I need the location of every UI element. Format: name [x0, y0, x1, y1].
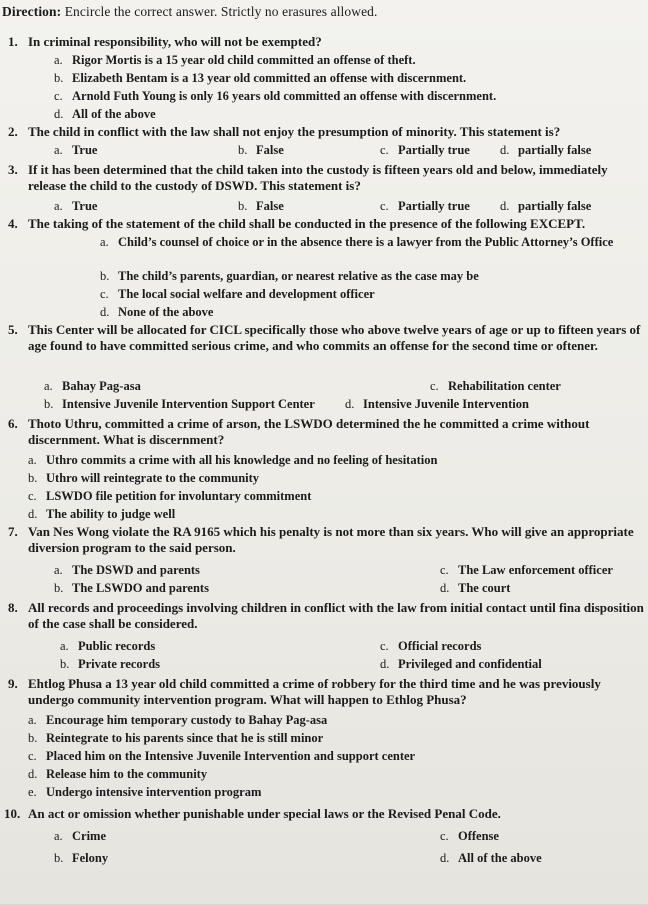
- direction-text: Encircle the correct answer. Strictly no erasures allowed.: [61, 4, 378, 19]
- option-letter: d.: [440, 581, 450, 595]
- question-8: [8, 600, 644, 632]
- question-text: The taking of the statement of the child shall be conducted in the presence of the following EXCEPT.: [28, 216, 586, 231]
- question-9: [8, 676, 644, 708]
- option-1a[interactable]: [54, 52, 416, 68]
- question-number: 8.: [8, 600, 18, 615]
- option-6a[interactable]: [28, 452, 437, 468]
- question-number: 5.: [8, 322, 18, 337]
- option-letter: c.: [440, 563, 449, 577]
- option-text: partially false: [518, 199, 592, 213]
- option-text: Intensive Juvenile Intervention Support Center: [62, 397, 315, 411]
- option-letter: a.: [28, 713, 37, 727]
- option-text: Child’s counsel of choice or in the absence there is a lawyer from the Public Attorney’s Office: [118, 235, 614, 249]
- question-text: The child in conflict with the law shall not enjoy the presumption of minority. This statement is?: [28, 124, 561, 139]
- question-number: 9.: [8, 676, 18, 691]
- option-text: Intensive Juvenile Intervention: [363, 397, 529, 411]
- option-9a[interactable]: [28, 712, 327, 728]
- option-text: Rigor Mortis is a 15 year old child committed an offense of theft.: [72, 53, 416, 67]
- option-3a[interactable]: [54, 198, 97, 214]
- option-1b[interactable]: [54, 70, 466, 86]
- question-number: 1.: [8, 34, 18, 49]
- option-4d[interactable]: [100, 304, 213, 320]
- option-7d[interactable]: [440, 580, 510, 596]
- option-8d[interactable]: [380, 656, 542, 672]
- option-10c[interactable]: [440, 828, 499, 844]
- option-10d[interactable]: [440, 850, 542, 866]
- option-text: The Law enforcement officer: [458, 563, 613, 577]
- question-number: 6.: [8, 416, 18, 431]
- option-text: The court: [458, 581, 511, 595]
- option-letter: b.: [54, 851, 64, 865]
- question-number: 2.: [8, 124, 18, 139]
- option-text: Undergo intensive intervention program: [46, 785, 262, 799]
- question-5: [8, 322, 644, 354]
- option-letter: a.: [54, 563, 63, 577]
- option-text: Crime: [72, 829, 107, 843]
- option-text: Encourage him temporary custody to Bahay Pag-asa: [46, 713, 328, 727]
- option-text: The DSWD and parents: [72, 563, 200, 577]
- option-letter: b.: [100, 269, 110, 283]
- question-3: [8, 162, 644, 194]
- option-letter: a.: [54, 199, 63, 213]
- option-8b[interactable]: [60, 656, 160, 672]
- question-text: If it has been determined that the child taken into the custody is fifteen years old and below, immediately release the child to the custody of DSWD. This statement is?: [28, 162, 608, 193]
- option-8a[interactable]: [60, 638, 155, 654]
- option-letter: d.: [440, 851, 450, 865]
- question-text: Thoto Uthru, committed a crime of arson, the LSWDO determined the he committed a crime without discernment. What is discernment?: [28, 416, 590, 447]
- option-6d[interactable]: [28, 506, 175, 522]
- option-text: The local social welfare and development officer: [118, 287, 375, 301]
- option-text: Public records: [78, 639, 156, 653]
- option-text: Release him to the community: [46, 767, 208, 781]
- question-6: [8, 416, 644, 448]
- option-5b[interactable]: [44, 396, 315, 412]
- option-text: All of the above: [72, 107, 156, 121]
- option-9e[interactable]: [28, 784, 261, 800]
- option-7a[interactable]: [54, 562, 200, 578]
- question-number: 4.: [8, 216, 18, 231]
- option-2c[interactable]: [380, 142, 470, 158]
- option-3d[interactable]: [500, 198, 591, 214]
- option-text: True: [72, 199, 98, 213]
- question-text: An act or omission whether punishable under special laws or the Revised Penal Code.: [28, 806, 501, 821]
- question-1: [8, 34, 644, 50]
- option-letter: a.: [54, 53, 63, 67]
- option-letter: b.: [28, 471, 38, 485]
- option-5d[interactable]: [345, 396, 529, 412]
- question-text: Van Nes Wong violate the RA 9165 which his penalty is not more than six years. Who will give an appropriate diversion program to the said person.: [28, 524, 634, 555]
- option-letter: a.: [44, 379, 53, 393]
- option-text: True: [72, 143, 98, 157]
- option-letter: e.: [28, 785, 37, 799]
- option-2a[interactable]: [54, 142, 97, 158]
- option-9c[interactable]: [28, 748, 415, 764]
- option-letter: b.: [28, 731, 38, 745]
- question-text: All records and proceedings involving children in conflict with the law from initial contact until fina disposition of the case shall be considered.: [28, 600, 644, 631]
- option-letter: b.: [238, 143, 248, 157]
- question-10: [4, 806, 644, 822]
- question-4: [8, 216, 644, 232]
- option-text: None of the above: [118, 305, 214, 319]
- option-letter: d.: [100, 305, 110, 319]
- option-letter: d.: [345, 397, 355, 411]
- option-text: Elizabeth Bentam is a 13 year old committed an offense with discernment.: [72, 71, 467, 85]
- option-letter: c.: [440, 829, 449, 843]
- option-text: False: [256, 199, 284, 213]
- option-letter: d.: [380, 657, 390, 671]
- question-text: In criminal responsibility, who will not be exempted?: [28, 34, 322, 49]
- option-letter: b.: [238, 199, 248, 213]
- option-10a[interactable]: [54, 828, 106, 844]
- option-letter: c.: [28, 489, 37, 503]
- option-text: Arnold Futh Young is only 16 years old committed an offense with discernment.: [72, 89, 497, 103]
- question-number: 10.: [4, 806, 21, 821]
- option-letter: a.: [54, 829, 63, 843]
- option-letter: d.: [500, 143, 510, 157]
- option-10b[interactable]: [54, 850, 108, 866]
- option-letter: c.: [380, 199, 389, 213]
- option-text: Private records: [78, 657, 161, 671]
- question-text: Ehtlog Phusa a 13 year old child committed a crime of robbery for the third time and he was previously undergo community intervention program. What will happen to Ethlog Phusa?: [28, 676, 601, 707]
- question-number: 3.: [8, 162, 18, 177]
- option-text: Bahay Pag-asa: [62, 379, 141, 393]
- question-2: [8, 124, 644, 140]
- option-4c[interactable]: [100, 286, 375, 302]
- option-text: Placed him on the Intensive Juvenile Intervention and support center: [46, 749, 416, 763]
- option-letter: a.: [28, 453, 37, 467]
- option-letter: a.: [60, 639, 69, 653]
- option-4a[interactable]: [100, 234, 640, 250]
- option-2d[interactable]: [500, 142, 591, 158]
- option-letter: b.: [54, 581, 64, 595]
- option-5c[interactable]: [430, 378, 561, 394]
- option-text: Official records: [398, 639, 482, 653]
- option-letter: b.: [44, 397, 54, 411]
- option-letter: c.: [430, 379, 439, 393]
- option-6c[interactable]: [28, 488, 311, 504]
- question-text: This Center will be allocated for CICL specifically those who above twelve years of age or up to fifteen years of age found to have committed serious crime, and who commits an offense for the second time or oftener.: [28, 322, 641, 353]
- option-text: All of the above: [458, 851, 542, 865]
- option-3b[interactable]: [238, 198, 284, 214]
- option-6b[interactable]: [28, 470, 259, 486]
- option-text: Rehabilitation center: [448, 379, 561, 393]
- option-letter: a.: [54, 143, 63, 157]
- option-text: False: [256, 143, 284, 157]
- option-letter: d.: [28, 507, 38, 521]
- option-9d[interactable]: [28, 766, 207, 782]
- option-text: Felony: [72, 851, 109, 865]
- question-7: [8, 524, 644, 556]
- option-letter: b.: [54, 71, 64, 85]
- option-text: Partially true: [398, 143, 470, 157]
- option-text: Uthro will reintegrate to the community: [46, 471, 260, 485]
- option-1c[interactable]: [54, 88, 496, 104]
- option-8c[interactable]: [380, 638, 481, 654]
- option-7c[interactable]: [440, 562, 613, 578]
- option-text: partially false: [518, 143, 592, 157]
- question-number: 7.: [8, 524, 18, 539]
- option-letter: c.: [380, 639, 389, 653]
- option-3c[interactable]: [380, 198, 470, 214]
- option-1d[interactable]: [54, 106, 156, 122]
- option-text: The LSWDO and parents: [72, 581, 209, 595]
- option-letter: c.: [54, 89, 63, 103]
- option-letter: d.: [54, 107, 64, 121]
- option-text: Reintegrate to his parents since that he is still minor: [46, 731, 324, 745]
- option-letter: c.: [28, 749, 37, 763]
- option-text: Offense: [458, 829, 499, 843]
- option-letter: c.: [380, 143, 389, 157]
- option-text: Partially true: [398, 199, 470, 213]
- option-7b[interactable]: [54, 580, 209, 596]
- option-4b[interactable]: [100, 268, 479, 284]
- option-text: LSWDO file petition for involuntary commitment: [46, 489, 312, 503]
- option-letter: a.: [100, 235, 109, 249]
- option-letter: d.: [28, 767, 38, 781]
- option-letter: c.: [100, 287, 109, 301]
- option-5a[interactable]: [44, 378, 141, 394]
- option-letter: d.: [500, 199, 510, 213]
- direction-label: Direction:: [2, 4, 62, 19]
- option-text: The ability to judge well: [46, 507, 176, 521]
- option-text: Uthro commits a crime with all his knowledge and no feeling of hesitation: [46, 453, 438, 467]
- option-letter: b.: [60, 657, 70, 671]
- direction-line: [2, 4, 378, 20]
- option-9b[interactable]: [28, 730, 323, 746]
- option-text: Privileged and confidential: [398, 657, 542, 671]
- option-2b[interactable]: [238, 142, 284, 158]
- option-text: The child’s parents, guardian, or nearest relative as the case may be: [118, 269, 479, 283]
